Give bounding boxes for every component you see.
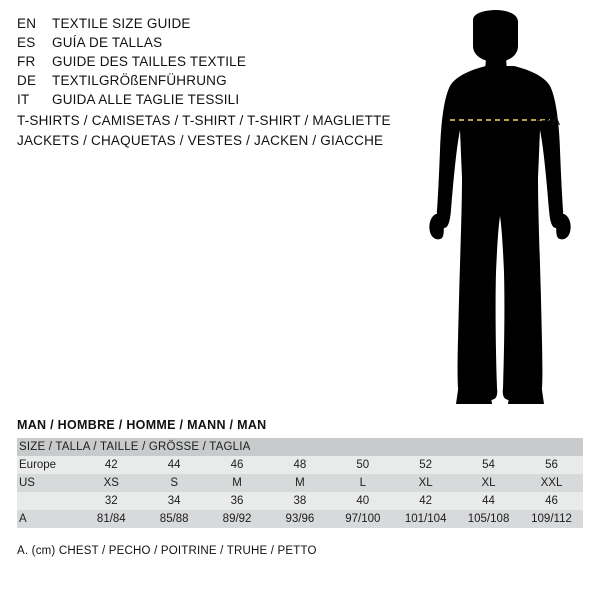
table-title: MAN / HOMBRE / HOMME / MANN / MAN: [17, 418, 267, 432]
table-cell: 97/100: [331, 510, 394, 528]
measure-leader-line: [537, 120, 550, 121]
language-text: GUIDE DES TAILLES TEXTILE: [52, 54, 247, 69]
garment-line-jackets: JACKETS / CHAQUETAS / VESTES / JACKEN / GIACCHE: [17, 133, 384, 148]
size-table: [17, 438, 583, 528]
table-footnote: A. (cm) CHEST / PECHO / POITRINE / TRUHE / PETTO: [17, 545, 317, 557]
table-cell: L: [331, 474, 394, 492]
language-row: [17, 73, 397, 92]
table-cell: 50: [331, 456, 394, 474]
garment-types: [17, 111, 417, 151]
language-text: TEXTILGRÖßENFÜHRUNG: [52, 73, 227, 88]
language-code: DE: [17, 73, 37, 88]
language-code: IT: [17, 92, 30, 107]
man-silhouette-icon: [400, 10, 600, 410]
table-cell: 32: [80, 492, 143, 510]
table-header-filler: [331, 438, 394, 456]
table-cell: S: [143, 474, 206, 492]
language-code: EN: [17, 16, 37, 31]
table-cell: 93/96: [269, 510, 332, 528]
row-label: A: [17, 510, 80, 528]
table-cell: 85/88: [143, 510, 206, 528]
table-row: [17, 474, 583, 492]
table-cell: 42: [80, 456, 143, 474]
body-figure: [400, 10, 600, 410]
size-table-section: [17, 418, 583, 557]
table-cell: 109/112: [520, 510, 583, 528]
table-header-row: [17, 438, 583, 456]
table-header-filler: [394, 438, 457, 456]
language-row: [17, 16, 397, 35]
table-header-label: SIZE / TALLA / TAILLE / GRÖSSE / TAGLIA: [17, 438, 269, 456]
table-cell: 42: [394, 492, 457, 510]
table-cell: 54: [457, 456, 520, 474]
table-cell: 44: [457, 492, 520, 510]
table-row: [17, 492, 583, 510]
language-code: FR: [17, 54, 36, 69]
table-cell: 81/84: [80, 510, 143, 528]
table-cell: 38: [269, 492, 332, 510]
table-cell: 52: [394, 456, 457, 474]
table-cell: 89/92: [206, 510, 269, 528]
table-row: [17, 510, 583, 528]
table-cell: M: [206, 474, 269, 492]
table-cell: 101/104: [394, 510, 457, 528]
table-cell: 56: [520, 456, 583, 474]
measure-marker-label: A: [552, 114, 561, 128]
table-cell: 105/108: [457, 510, 520, 528]
garment-line-tshirts: T-SHIRTS / CAMISETAS / T-SHIRT / T-SHIRT / MAGLIETTE: [17, 113, 391, 128]
row-label: [17, 492, 80, 510]
language-code: ES: [17, 35, 36, 50]
table-cell: 36: [206, 492, 269, 510]
table-cell: 46: [520, 492, 583, 510]
language-text: GUIDA ALLE TAGLIE TESSILI: [52, 92, 240, 107]
language-row: [17, 92, 397, 111]
language-text: TEXTILE SIZE GUIDE: [52, 16, 191, 31]
table-cell: XXL: [520, 474, 583, 492]
table-header-filler: [520, 438, 583, 456]
table-cell: XL: [457, 474, 520, 492]
language-row: [17, 54, 397, 73]
table-cell: 44: [143, 456, 206, 474]
language-list: [17, 16, 397, 111]
table-cell: M: [269, 474, 332, 492]
table-cell: 34: [143, 492, 206, 510]
language-row: [17, 35, 397, 54]
table-cell: 40: [331, 492, 394, 510]
table-cell: 48: [269, 456, 332, 474]
table-cell: XL: [394, 474, 457, 492]
row-label: US: [17, 474, 80, 492]
table-cell: XS: [80, 474, 143, 492]
table-header-filler: [269, 438, 332, 456]
row-label: Europe: [17, 456, 80, 474]
table-row: [17, 456, 583, 474]
table-cell: 46: [206, 456, 269, 474]
language-text: GUÍA DE TALLAS: [52, 35, 163, 50]
table-header-filler: [457, 438, 520, 456]
